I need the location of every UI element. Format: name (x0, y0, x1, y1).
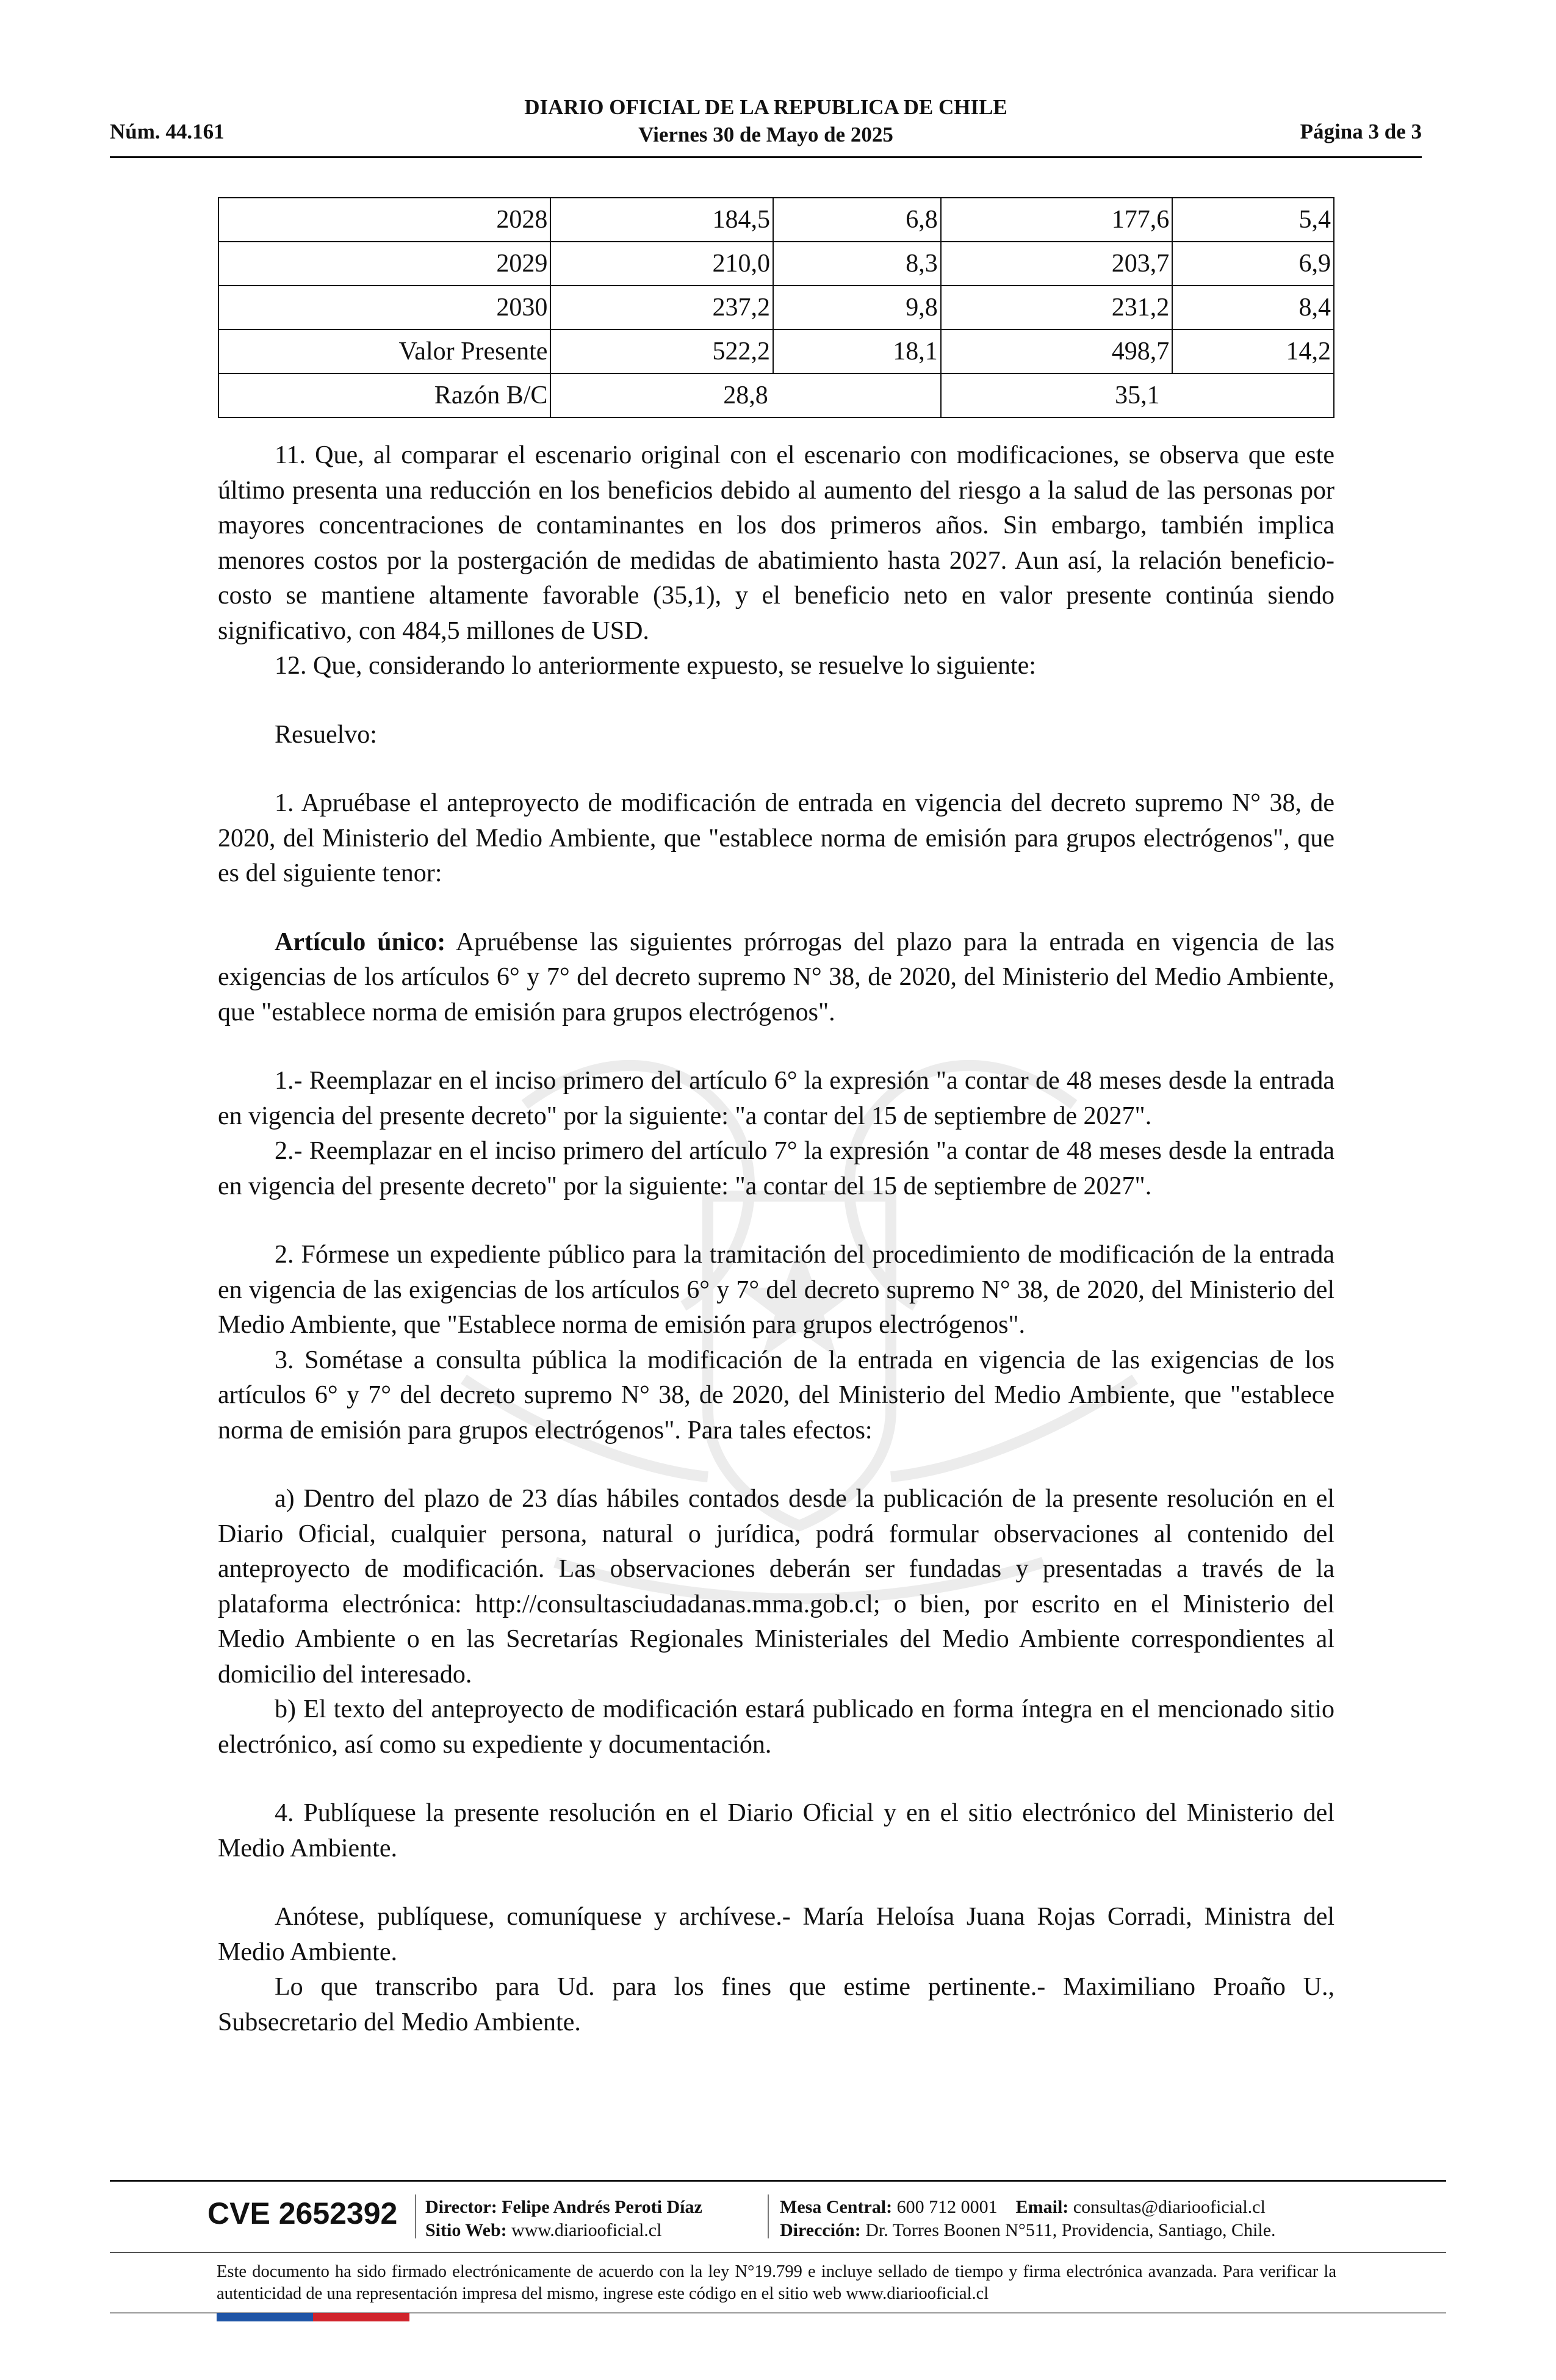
flag-red-stripe (313, 2313, 409, 2321)
table-row-ratio (218, 373, 1334, 417)
address-value: Dr. Torres Boonen N°511, Providencia, Santiago, Chile. (865, 2220, 1276, 2240)
footer-director-block (425, 2196, 702, 2242)
email-link[interactable]: consultas@diariooficial.cl (1073, 2197, 1266, 2217)
website-link[interactable]: www.diariooficial.cl (511, 2220, 662, 2240)
table-row (218, 286, 1334, 330)
flag-blue-stripe (217, 2313, 313, 2321)
footer-divider-2 (110, 2252, 1446, 2253)
resolution-3b: b) El texto del anteproyecto de modificación estará publicado en forma íntegra en el mencionado sitio electrónico, así como su expediente y documentación. (218, 1695, 1334, 1759)
table-cell: Valor Presente (218, 330, 550, 373)
table-cell: 237,2 (550, 286, 773, 330)
table-cell: 2028 (218, 198, 550, 242)
table-cell: 231,2 (941, 286, 1173, 330)
table-cell: 18,1 (773, 330, 941, 373)
resolution-1: 1. Apruébase el anteproyecto de modificación de entrada en vigencia del decreto supremo N° 38, de 2020, del Ministerio del Medio Ambiente, que "establece norma de emisión para grupos electrógenos", que es del siguiente tenor: (218, 789, 1334, 887)
website-label: Sitio Web: (425, 2220, 507, 2240)
address-label: Dirección: (780, 2220, 861, 2240)
article-title: Artículo único: (275, 928, 446, 956)
cve-code: CVE 2652392 (207, 2196, 398, 2230)
table-cell: 177,6 (941, 198, 1173, 242)
resolution-4: 4. Publíquese la presente resolución en el Diario Oficial y en el sitio electrónico del Ministerio del Medio Ambiente. (218, 1799, 1334, 1863)
ratio-modified: 35,1 (941, 373, 1334, 417)
table-cell: 184,5 (550, 198, 773, 242)
publication-date: Viernes 30 de Mayo de 2025 (638, 123, 893, 146)
article-item-2: 2.- Reemplazar en el inciso primero del artículo 7° la expresión "a contar de 48 meses desde la entrada en vigencia del presente decreto" por la siguiente: "a contar del 15 de septiembre de 2027". (218, 1137, 1334, 1200)
resolution-2: 2. Fórmese un expediente público para la tramitación del procedimiento de modificación de la entrada en vigencia de las exigencias de los artículos 6° y 7° del decreto supremo N° 38, de 2020, del Ministerio del Medio Ambiente, que "Establece norma de emisión para grupos electrógenos". (218, 1241, 1334, 1339)
table-row (218, 330, 1334, 373)
table-cell: 5,4 (1172, 198, 1334, 242)
table-cell: 6,9 (1172, 242, 1334, 286)
table-cell: 14,2 (1172, 330, 1334, 373)
ratio-original: 28,8 (550, 373, 940, 417)
director-label: Director: (425, 2197, 497, 2217)
table-cell: 2029 (218, 242, 550, 286)
resuelvo-heading: Resuelvo: (275, 720, 377, 749)
footer-divider (110, 2180, 1446, 2182)
footer-separator (415, 2194, 416, 2238)
journal-title: DIARIO OFICIAL DE LA REPUBLICA DE CHILE (524, 95, 1007, 119)
resolution-3: 3. Sométase a consulta pública la modificación de la entrada en vigencia de las exigencias de los artículos 6° y 7° del decreto supremo N° 38, de 2020, del Ministerio del Medio Ambiente, que "establece norma de emisión para grupos electrógenos". Para tales efectos: (218, 1346, 1334, 1444)
table-cell: 203,7 (941, 242, 1173, 286)
table-cell: 2030 (218, 286, 550, 330)
table-cell: 6,8 (773, 198, 941, 242)
paragraph-11: 11. Que, al comparar el escenario original con el escenario con modificaciones, se observa que este último presenta una reducción en los beneficios debido al aumento del riesgo a la salud de las personas por mayores concentraciones de contaminantes en los dos primeros años. Sin embargo, también implica menores costos por la postergación de medidas de abatimiento hasta 2027. Aun así, la relación beneficio-costo se mantiene altamente favorable (35,1), y el beneficio neto en valor presente continúa siendo significativo, con 484,5 millones de USD. (218, 441, 1334, 645)
closing-signature: Anótese, publíquese, comuníquese y archívese.- María Heloísa Juana Rojas Corradi, Ministra del Medio Ambiente. (218, 1903, 1334, 1966)
benefit-cost-table (218, 197, 1334, 418)
table-cell: 9,8 (773, 286, 941, 330)
article-text: Apruébense las siguientes prórrogas del plazo para la entrada en vigencia de las exigencias de los artículos 6° y 7° del decreto supremo N° 38, de 2020, del Ministerio del Medio Ambiente, que "establece norma de emisión para grupos electrógenos". (218, 928, 1334, 1026)
footer-contact-block (780, 2196, 1276, 2242)
mesa-phone: 600 712 0001 (896, 2197, 998, 2217)
transcription-note: Lo que transcribo para Ud. para los fines que estime pertinente.- Maximiliano Proaño U., Subsecretario del Medio Ambiente. (218, 1973, 1334, 2036)
article-unique (218, 925, 1334, 1031)
legal-notice: Este documento ha sido firmado electrónicamente de acuerdo con la ley N°19.799 e incluye sellado de tiempo y firma electrónica avanzada. Para verificar la autenticidad de una representación impresa del mismo, ingrese este código en el sitio web www.diariooficial.cl (217, 2262, 1336, 2303)
mesa-label: Mesa Central: (780, 2197, 893, 2217)
footer-separator (768, 2194, 769, 2238)
article-item-1: 1.- Reemplazar en el inciso primero del artículo 6° la expresión "a contar de 48 meses desde la entrada en vigencia del presente decreto" por la siguiente: "a contar del 15 de septiembre de 2027". (218, 1067, 1334, 1130)
issue-number: Núm. 44.161 (110, 120, 225, 143)
table-row (218, 198, 1334, 242)
header-divider (110, 156, 1422, 158)
table-cell: 8,4 (1172, 286, 1334, 330)
table-row (218, 242, 1334, 286)
paragraph-12: 12. Que, considerando lo anteriormente expuesto, se resuelve lo siguiente: (275, 652, 1036, 680)
resolution-3a: a) Dentro del plazo de 23 días hábiles contados desde la publicación de la presente resolución en el Diario Oficial, cualquier persona, natural o jurídica, podrá formular observaciones al contenido del anteproyecto de modificación. Las observaciones deberán ser fundadas y presentadas a través de la plataforma electrónica: http://consultasciudadanas.mma.gob.cl; o bien, por escrito en el Ministerio del Medio Ambiente o en las Secretarías Regionales Ministeriales del Medio Ambiente correspondientes al domicilio del interesado. (218, 1485, 1334, 1689)
page-number: Página 3 de 3 (1300, 120, 1422, 143)
document-body (218, 438, 1334, 2040)
table-cell: 498,7 (941, 330, 1173, 373)
table-cell: 522,2 (550, 330, 773, 373)
email-label: Email: (1015, 2197, 1069, 2217)
ratio-label: Razón B/C (218, 373, 550, 417)
director-name: Felipe Andrés Peroti Díaz (502, 2197, 702, 2217)
table-cell: 210,0 (550, 242, 773, 286)
table-cell: 8,3 (773, 242, 941, 286)
